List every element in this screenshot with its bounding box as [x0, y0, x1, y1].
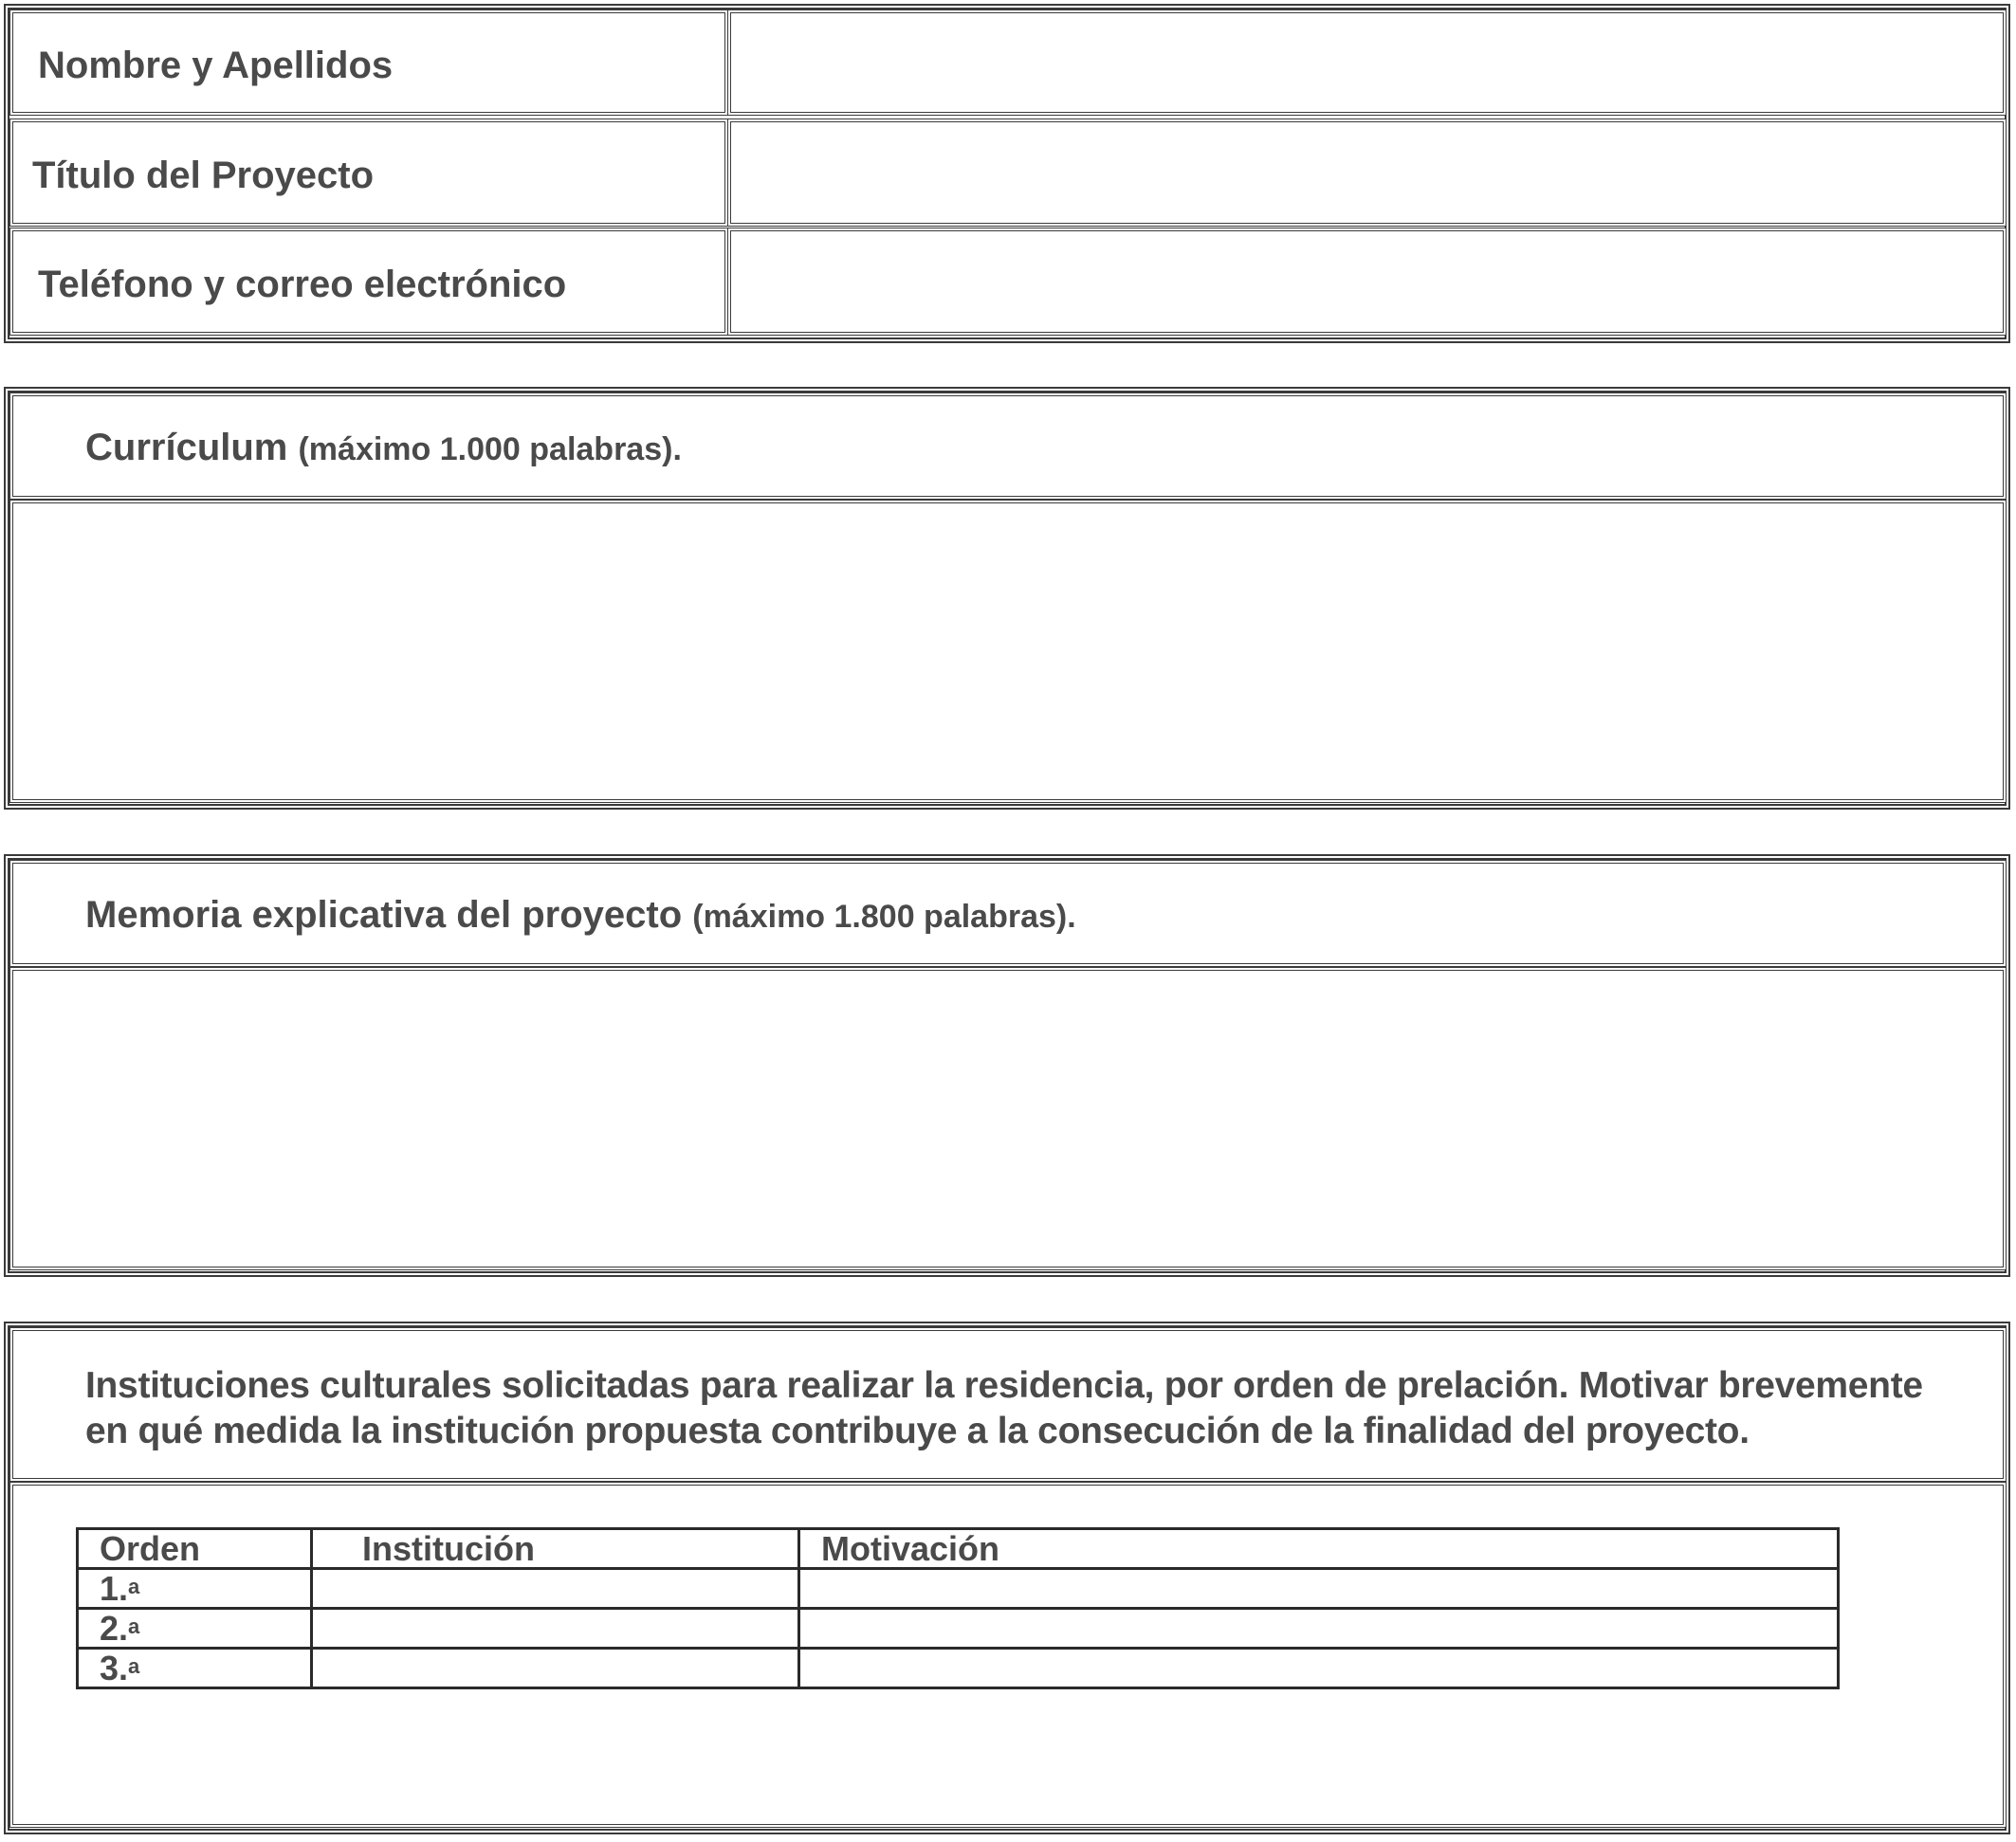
orden-number: 1.: [100, 1568, 129, 1608]
curriculum-title: [85, 427, 682, 469]
table-row: [78, 1649, 1839, 1688]
orden-number: 2.: [100, 1608, 129, 1648]
instituciones-instructions: Instituciones culturales solicitadas para realizar la residencia, por orden de prelación. Motivar brevemente en qué medida la institución propuesta contribuye a la consecución de la finalidad del proyecto.: [85, 1365, 1923, 1451]
memoria-title-text: Memoria explicativa del proyecto: [85, 894, 683, 936]
institucion-input[interactable]: [312, 1609, 799, 1649]
title-label: Título del Proyecto: [32, 155, 375, 196]
name-label-cell: [9, 9, 728, 116]
curriculum-header: [9, 392, 2007, 500]
memoria-header: [9, 860, 2007, 967]
ordinal-suffix: a: [128, 1574, 140, 1598]
institucion-input[interactable]: [312, 1569, 799, 1609]
orden-cell: [78, 1609, 312, 1649]
curriculum-note: (máximo 1.000 palabras).: [298, 431, 682, 467]
orden-cell: [78, 1569, 312, 1609]
contact-label-cell: [9, 228, 728, 336]
memoria-title: [85, 894, 1076, 937]
curriculum-title-text: Currículum: [85, 427, 288, 468]
title-field[interactable]: [727, 119, 2007, 227]
contact-label: Teléfono y correo electrónico: [38, 264, 567, 305]
instituciones-header: [9, 1327, 2007, 1482]
name-field[interactable]: [727, 9, 2007, 116]
memoria-input[interactable]: [9, 967, 2007, 1270]
motivacion-input[interactable]: [799, 1609, 1839, 1649]
table-row: [78, 1569, 1839, 1609]
table-header-row: [78, 1529, 1839, 1569]
motivacion-input[interactable]: [799, 1649, 1839, 1688]
contact-field[interactable]: [727, 228, 2007, 336]
memoria-note: (máximo 1.800 palabras).: [692, 899, 1076, 935]
ordinal-suffix: a: [128, 1614, 140, 1638]
orden-cell: [78, 1649, 312, 1688]
header-orden: Orden: [78, 1529, 312, 1569]
header-motivacion: Motivación: [799, 1529, 1839, 1569]
header-institucion: Institución: [312, 1529, 799, 1569]
orden-number: 3.: [100, 1648, 129, 1687]
institucion-input[interactable]: [312, 1649, 799, 1688]
instituciones-table: [76, 1527, 1840, 1689]
ordinal-suffix: a: [128, 1653, 140, 1678]
curriculum-input[interactable]: [9, 500, 2007, 803]
motivacion-input[interactable]: [799, 1569, 1839, 1609]
name-label: Nombre y Apellidos: [38, 45, 394, 86]
table-row: [78, 1609, 1839, 1649]
title-label-cell: [9, 119, 728, 227]
